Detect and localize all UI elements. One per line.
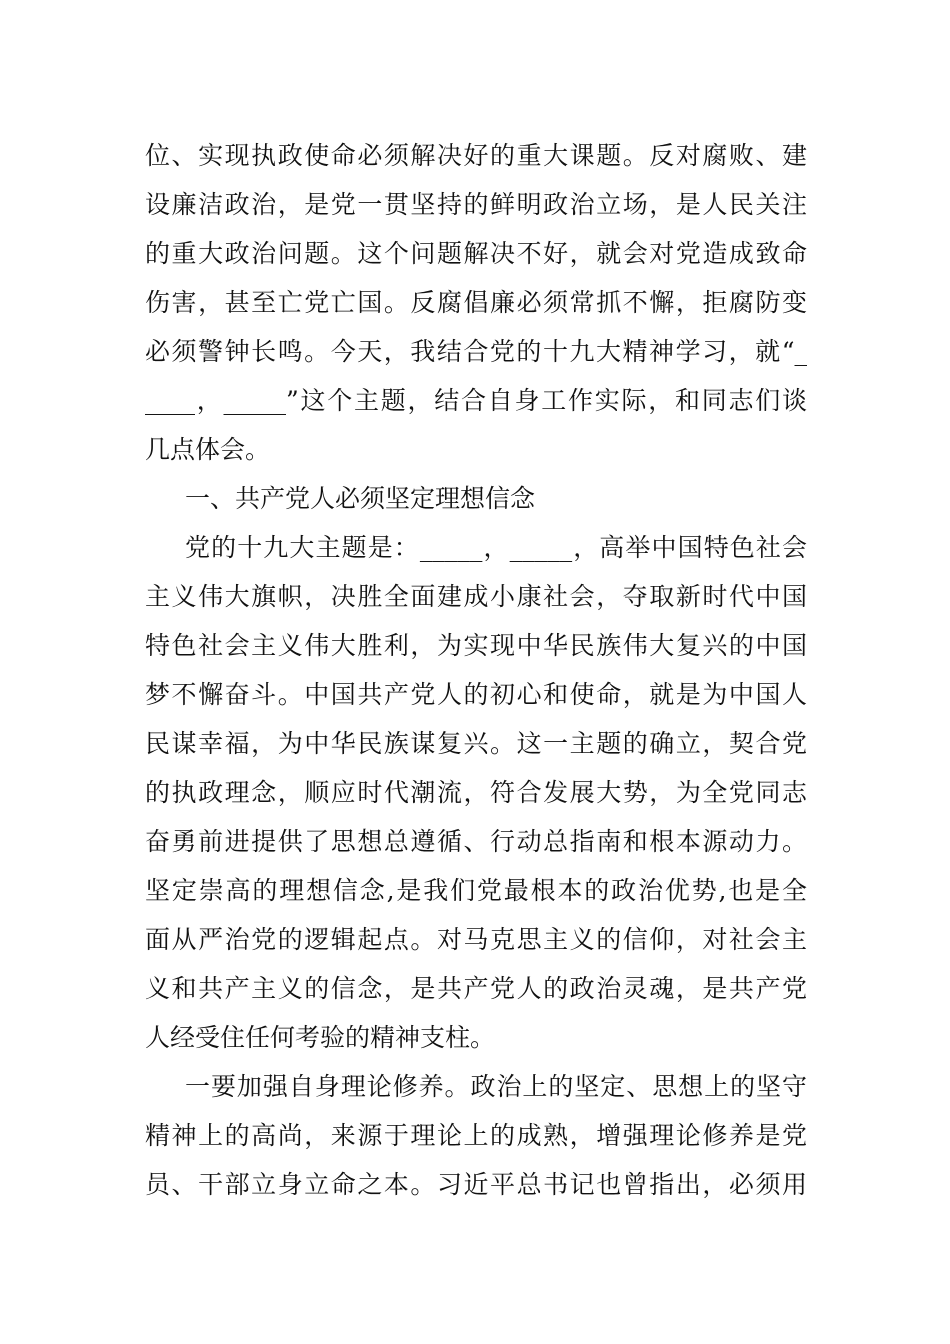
paragraph-line: 人经受住任何考验的精神支柱。	[145, 1023, 496, 1052]
paragraph-line: 几点体会。	[145, 435, 271, 464]
paragraph-line: 梦不懈奋斗。中国共产党人的初心和使命，就是为中国人	[145, 680, 807, 709]
paragraph-line: 位、实现执政使命必须解决好的重大课题。反对腐败、建	[145, 141, 807, 170]
document-page	[145, 131, 807, 1209]
paragraph-line: 坚定崇高的理想信念,是我们党最根本的政治优势,也是全	[145, 876, 807, 905]
paragraph-line: 设廉洁政治，是党一贯坚持的鲜明政治立场，是人民关注	[145, 190, 807, 219]
paragraph-line: 的执政理念，顺应时代潮流，符合发展大势，为全党同志	[145, 778, 807, 807]
paragraph-line: 必须警钟长鸣。今天，我结合党的十九大精神学习，就“_	[145, 337, 807, 366]
paragraph-line: 民谋幸福，为中华民族谋复兴。这一主题的确立，契合党	[145, 729, 807, 758]
paragraph-line: 主义伟大旗帜，决胜全面建成小康社会，夺取新时代中国	[145, 582, 807, 611]
paragraph-line: 面从严治党的逻辑起点。对马克思主义的信仰，对社会主	[145, 925, 807, 954]
section-heading: 一、共产党人必须坚定理想信念	[185, 484, 536, 513]
paragraph-line: 伤害，甚至亡党亡国。反腐倡廉必须常抓不懈，拒腐防变	[145, 288, 807, 317]
paragraph-line: 一要加强自身理论修养。政治上的坚定、思想上的坚守	[185, 1072, 807, 1101]
paragraph-line: 精神上的高尚，来源于理论上的成熟，增强理论修养是党	[145, 1121, 807, 1150]
paragraph-line: 特色社会主义伟大胜利，为实现中华民族伟大复兴的中国	[145, 631, 807, 660]
paragraph-line: 党的十九大主题是：_____，_____，高举中国特色社会	[185, 533, 807, 562]
paragraph-line: 奋勇前进提供了思想总遵循、行动总指南和根本源动力。	[145, 827, 807, 856]
paragraph-line: 员、干部立身立命之本。习近平总书记也曾指出，必须用	[145, 1170, 807, 1199]
paragraph-line: ____，_____”这个主题，结合自身工作实际，和同志们谈	[145, 386, 807, 415]
paragraph-line: 义和共产主义的信念，是共产党人的政治灵魂，是共产党	[145, 974, 807, 1003]
paragraph-line: 的重大政治问题。这个问题解决不好，就会对党造成致命	[145, 239, 807, 268]
